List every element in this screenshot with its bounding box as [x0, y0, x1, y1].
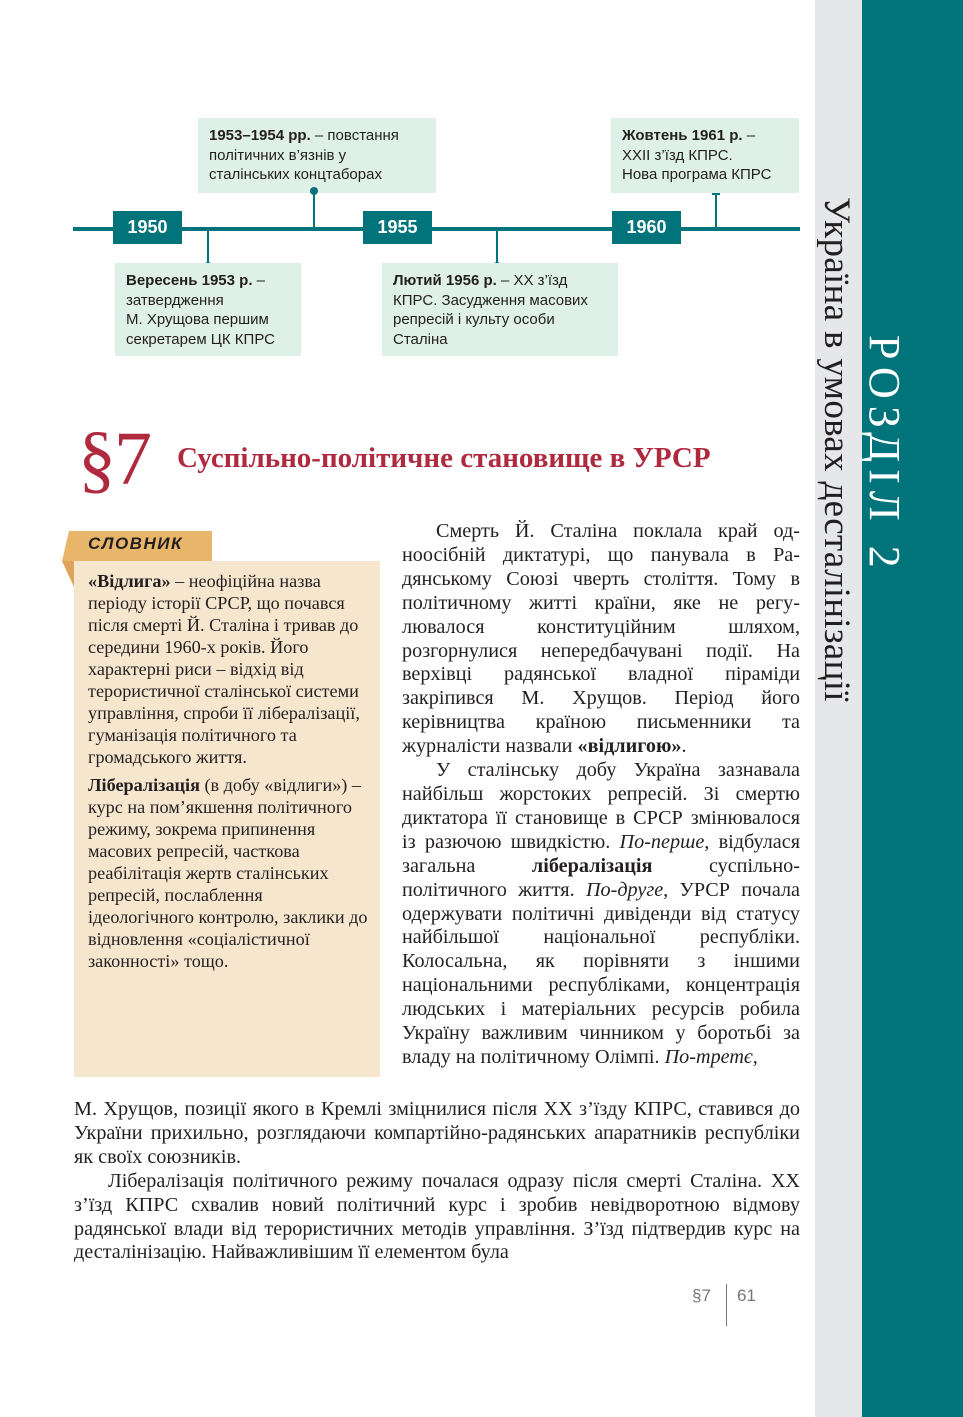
- year-1950: 1950: [113, 211, 182, 244]
- body-paragraph: [402, 759, 800, 1070]
- body-paragraph: [402, 520, 800, 759]
- glossary-entry: [88, 570, 370, 768]
- footer-section: §7: [692, 1286, 711, 1305]
- glossary-term: «Відлига»: [88, 571, 171, 591]
- event-october-1961: [611, 118, 799, 193]
- event-line: Сталіна: [393, 330, 448, 348]
- event-line: затвердження: [126, 291, 224, 309]
- event-date: Жовтень 1961 р.: [622, 127, 743, 144]
- body-paragraph: М. Хрущов, позиції якого в Кремлі зміцнилися після XX з’їзду КПРС, ставився до України прихильно, розглядаючи компартійно-радянських апаратників республіки як своїх союзників.: [74, 1098, 800, 1168]
- page-number: 61: [737, 1286, 756, 1305]
- footer-divider: [726, 1284, 727, 1326]
- body-paragraph: Лібералізація політичного режиму почалася одразу після смерті Сталіна. XX з’їзд КПРС схвалив новий політичний курс і зробив невідворотною відмову радянської влади від терористичних методів управління. З’їзд підтвердив курс на десталінізацію. Найважливішим її елементом була: [74, 1169, 800, 1264]
- glossary-entry: [88, 774, 370, 972]
- glossary-box: [74, 561, 380, 1077]
- body-text: У сталінську добу Україна зазнавала найбільш жорстоких репресій. Зі смертю диктатора її становище в СРСР змінювалося із разючою швидкістю.: [402, 759, 800, 853]
- chapter-label: РОЗДІЛ 2: [860, 335, 909, 575]
- section-title: Суспільно-політичне становище в УРСР: [177, 442, 711, 474]
- body-column: [402, 520, 800, 1070]
- event-line: КПРС. Засудження масових: [393, 291, 588, 309]
- section-number: §7: [78, 417, 150, 501]
- body-italic: По-перше,: [619, 830, 710, 853]
- event-line: репресій і культу особи: [393, 311, 555, 329]
- event-tick-cap: [712, 193, 720, 195]
- event-text: – XX з’їзд: [496, 272, 568, 289]
- body-italic: По-друге,: [585, 878, 669, 901]
- body-bold: «відлигою»: [577, 735, 682, 758]
- glossary-tab-fold: [62, 561, 74, 587]
- event-tick: [496, 231, 498, 264]
- event-1953-1954: [198, 118, 436, 193]
- glossary-definition: (в добу «відлиги») – курс на пом’якшення політичного режиму, зокрема припинення масових репресій, часткова реабілітація жертв сталінських репресій, послаблення ідеологічного контролю, заклики до відновлення «соціалістичної законності» тощо.: [88, 775, 368, 971]
- event-date: 1953–1954 рр.: [209, 127, 311, 144]
- event-text: – повстання: [310, 127, 399, 144]
- event-date: Лютий 1956 р.: [393, 272, 497, 289]
- event-february-1956: [382, 263, 618, 356]
- body-text: відбулася загальна: [402, 830, 800, 877]
- event-text: –: [252, 272, 265, 289]
- year-1955: 1955: [363, 211, 432, 244]
- side-band-teal: [862, 0, 963, 1417]
- event-text: –: [742, 127, 756, 144]
- body-text: УРСР почала одержувати політичні дивіденди від статусу найбільшої національної республіки. Колосальна, як порівняти з іншими національними республіками, концентрація людських і матеріальних ресурсів робила Україну важливим чинником у боротьбі за владу на політичному Олімпі.: [402, 878, 800, 1068]
- body-full-width: [74, 1098, 800, 1265]
- event-line: сталінських концтаборах: [209, 166, 382, 184]
- event-tick: [207, 231, 209, 264]
- timeline-axis: [73, 227, 800, 231]
- event-september-1953: [115, 263, 301, 356]
- glossary-term: Лібералізація: [88, 775, 200, 795]
- year-1960: 1960: [612, 211, 681, 244]
- body-italic: По-третє,: [664, 1045, 758, 1068]
- chapter-title: Україна в умовах десталінізації: [816, 197, 857, 702]
- glossary-definition: – неофіційна назва періоду історії СРСР, що почався після смерті Й. Сталіна і тривав до середини 1960-х років. Його характерні риси – відхід від терористичної сталінської системи управління, спроби її лібералізації, гуманізація політичного та громадського життя.: [88, 571, 360, 767]
- event-tick: [715, 193, 717, 227]
- event-line: Нова програма КПРС: [622, 166, 772, 184]
- event-dot: [310, 187, 318, 195]
- body-bold: лібералізація: [531, 854, 653, 877]
- event-date: Вересень 1953 р.: [126, 272, 253, 289]
- event-tick: [313, 193, 315, 227]
- event-line: секретарем ЦК КПРС: [126, 330, 275, 348]
- body-text: Смерть Й. Сталіна поклала край одноосібній диктатурі, що панувала в Радянському Союзі чверть століття. Тому в політичному житті країни, яке не регулювалося конституційним шляхом, розгорнулися непередбачувані події. На верхівці радянської владної піраміди закріпився М. Хрущов. Період його керівництва країною письменники та журналісти назвали: [402, 520, 800, 758]
- glossary-title: СЛОВНИК: [88, 534, 183, 553]
- event-line: М. Хрущова першим: [126, 311, 269, 329]
- body-text: суспільно-політичного життя.: [402, 854, 800, 901]
- event-line: XXII з’їзд КПРС.: [622, 146, 733, 164]
- event-line: політичних в’язнів у: [209, 146, 347, 164]
- body-text: .: [681, 735, 687, 758]
